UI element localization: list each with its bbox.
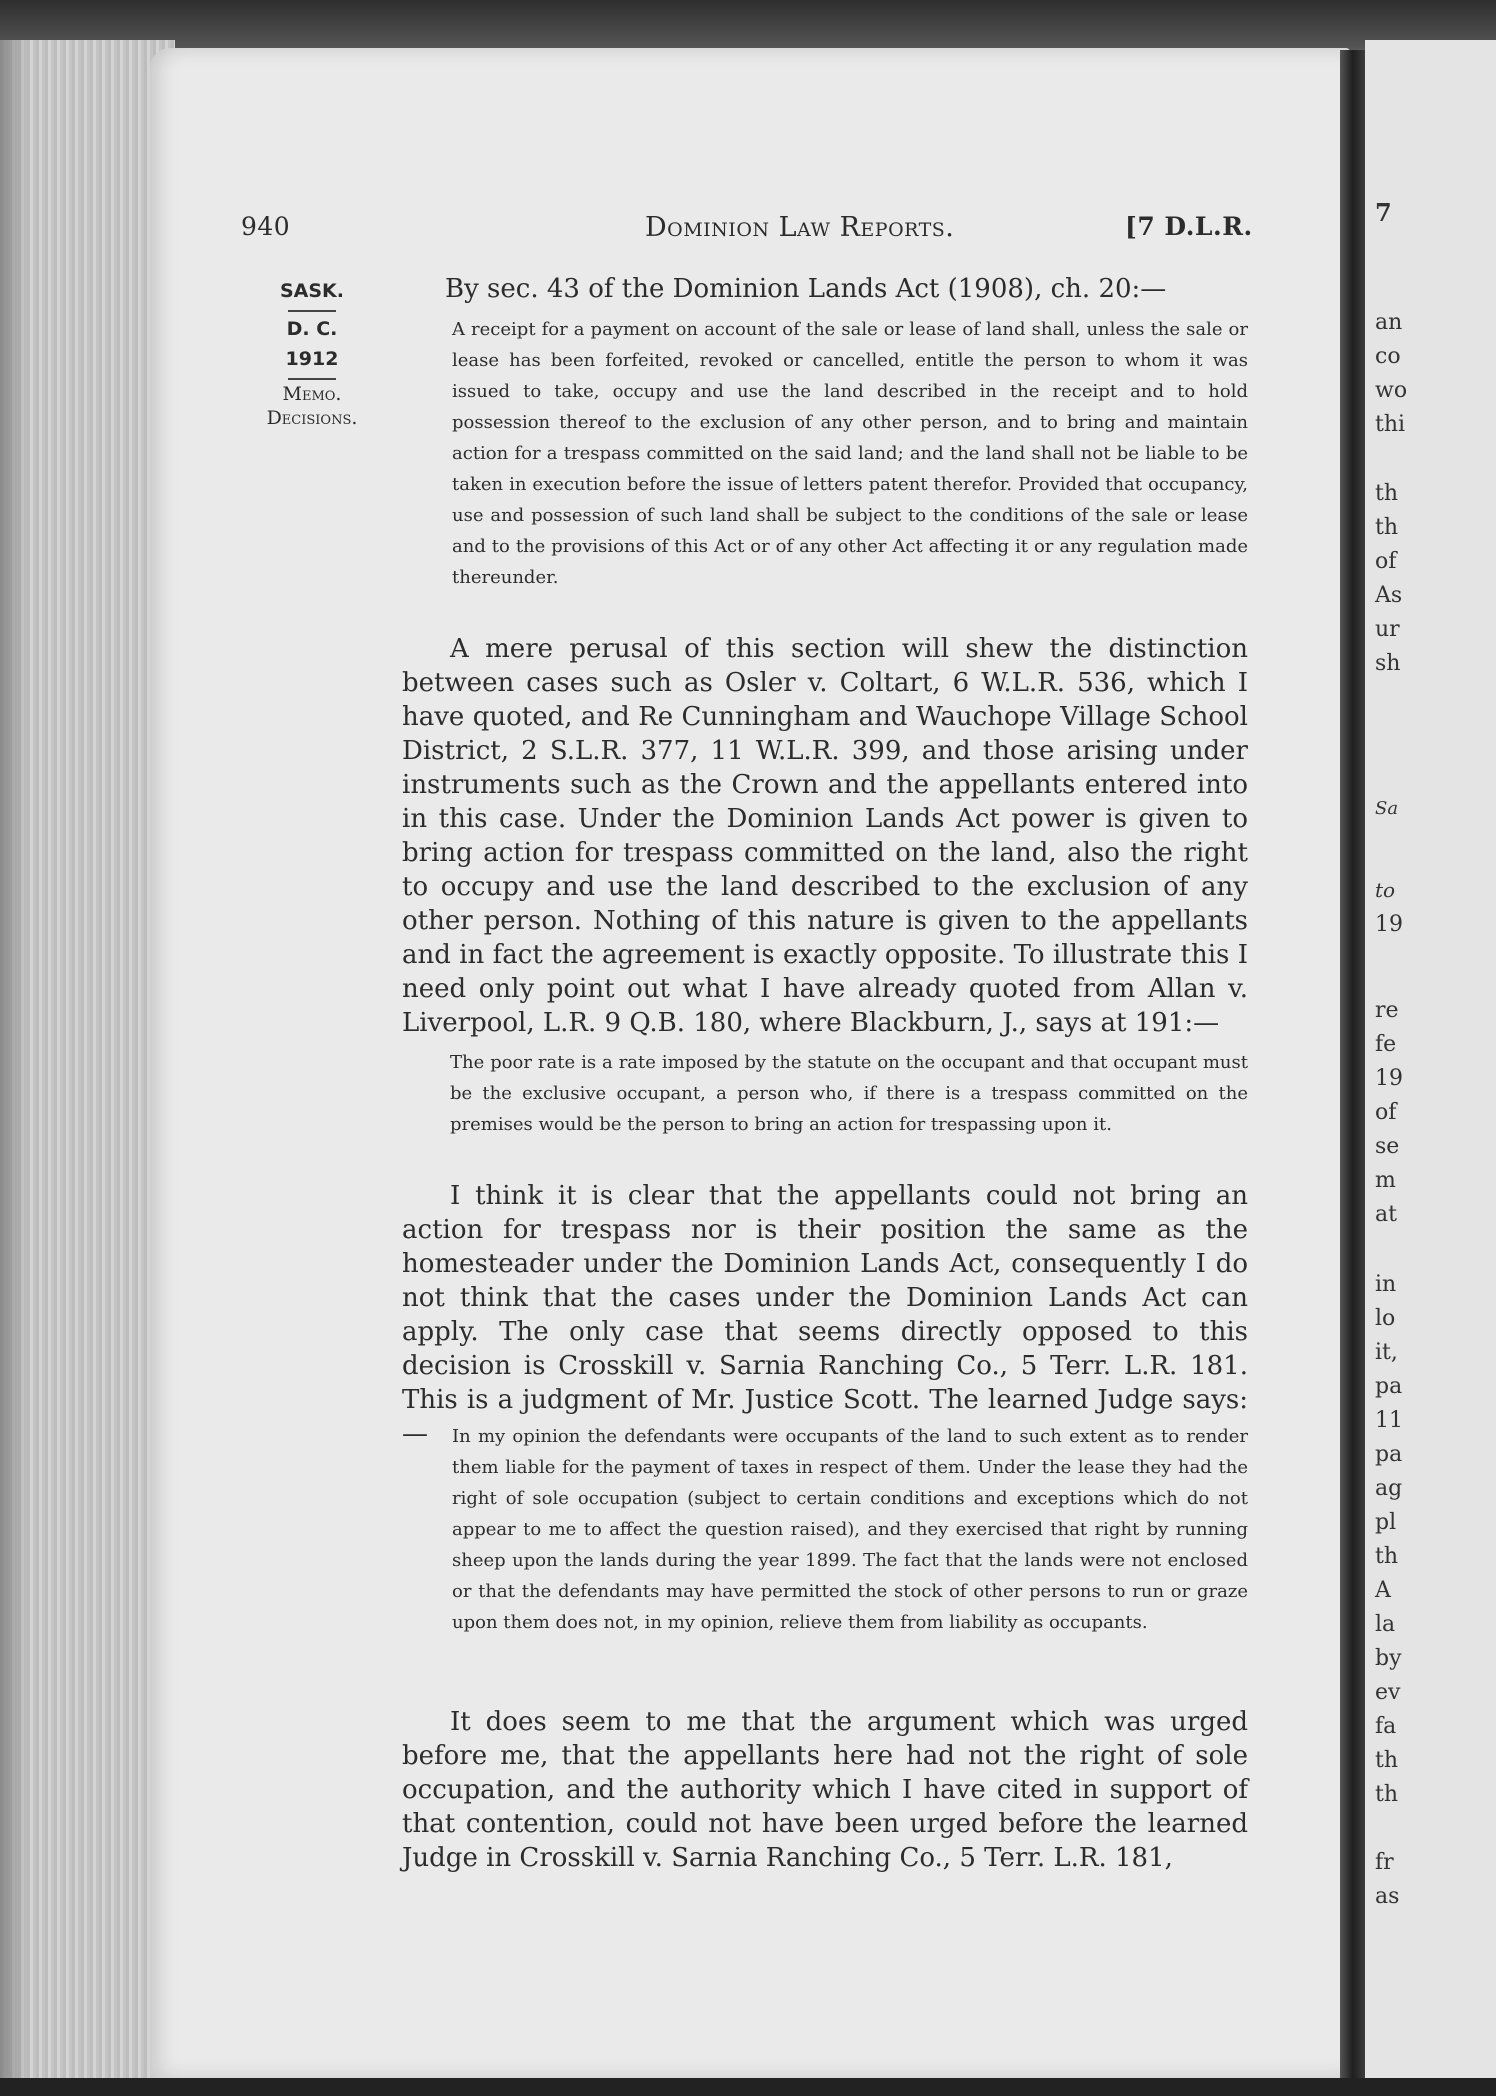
facing-fragment: sh bbox=[1375, 651, 1401, 676]
facing-fragment: ev bbox=[1375, 1680, 1401, 1705]
facing-fragment: 19 bbox=[1375, 1066, 1403, 1091]
facing-fragment: of bbox=[1375, 1100, 1397, 1125]
facing-fragment: co bbox=[1375, 344, 1401, 369]
facing-fragment: m bbox=[1375, 1168, 1396, 1193]
book-gutter bbox=[1340, 50, 1368, 2096]
facing-fragment: at bbox=[1375, 1202, 1397, 1227]
case-quote: The poor rate is a rate imposed by the statute on the occupant and that occupant must be the exclusive occupant, a person who, if there is a trespass committed on the premises would be the person to bring an action for trespassing upon it. bbox=[450, 1052, 1248, 1135]
facing-fragment: th bbox=[1375, 1782, 1399, 1807]
facing-fragment: an bbox=[1375, 310, 1403, 335]
facing-fragment: Sa bbox=[1375, 798, 1399, 819]
facing-fragment: pa bbox=[1375, 1374, 1403, 1399]
facing-fragment: wo bbox=[1375, 378, 1408, 403]
facing-fragment: by bbox=[1375, 1646, 1402, 1671]
facing-fragment: 11 bbox=[1375, 1408, 1403, 1433]
body-paragraph: A mere perusal of this section will shew the distinction between cases such as Osler v. Coltart, 6 W.L.R. 536, which I have quoted, and Re Cunningham and Wauchope Village School District, 2 S.L.R. 377, 11 W.L.R. 399, and those arising under instruments such as the Crown and the appellants entered into in this case. Under the Dominion Lands Act power is given to bring action for trespass committed on the land, also the right to occupy and use the land described to the exclusion of any other person. Nothing of this nature is given to the appellants and in fact the agreement is exactly opposite. To illustrate this I need only point out what I have already quoted from Allan v. Liverpool, L.R. 9 Q.B. 180, where Blackburn, J., says at 191:— bbox=[402, 634, 1248, 1038]
facing-fragment: it, bbox=[1375, 1340, 1398, 1365]
side-note-divider bbox=[288, 310, 336, 312]
facing-fragment: fr bbox=[1375, 1850, 1394, 1875]
facing-fragment: 19 bbox=[1375, 912, 1403, 937]
facing-fragment: la bbox=[1375, 1612, 1396, 1637]
side-note-divider bbox=[288, 378, 336, 380]
facing-fragment: th bbox=[1375, 1748, 1399, 1773]
facing-fragment: of bbox=[1375, 549, 1397, 574]
facing-fragment: pl bbox=[1375, 1510, 1397, 1535]
intro-paragraph: By sec. 43 of the Dominion Lands Act (1908), ch. 20:— bbox=[445, 274, 1167, 304]
facing-fragment: thi bbox=[1375, 412, 1406, 437]
facing-fragment: pa bbox=[1375, 1442, 1403, 1467]
page-number: 940 bbox=[241, 212, 291, 241]
facing-fragment: 7 bbox=[1375, 198, 1392, 227]
facing-fragment: to bbox=[1375, 878, 1396, 902]
body-paragraph: It does seem to me that the argument which was urged before me, that the appellants here had not the right of sole occupation, and the authority which I have cited in support of that contention, could not have been urged before the learned Judge in Crosskill v. Sarnia Ranching Co., 5 Terr. L.R. 181, bbox=[402, 1707, 1248, 1873]
facing-fragment: As bbox=[1375, 583, 1403, 608]
side-note-year: 1912 bbox=[285, 348, 339, 370]
book-page-edges bbox=[0, 40, 175, 2096]
body-paragraph: I think it is clear that the appellants could not bring an action for trespass nor is their position the same as the homesteader under the Dominion Lands Act, consequently I do not think that the cases under the Dominion Lands Act can apply. The only case that seems directly opposed to this decision is Crosskill v. Sarnia Ranching Co., 5 Terr. L.R. 181. This is a judgment of Mr. Justice Scott. The learned Judge says:— bbox=[402, 1181, 1248, 1449]
facing-fragment: th bbox=[1375, 1544, 1399, 1569]
side-note-court: D. C. bbox=[286, 318, 338, 340]
facing-page bbox=[1365, 40, 1496, 2096]
side-note-section: Decisions. bbox=[266, 407, 358, 429]
facing-fragment: th bbox=[1375, 515, 1399, 540]
side-note-province: SASK. bbox=[279, 280, 344, 302]
facing-fragment: in bbox=[1375, 1272, 1397, 1297]
facing-fragment: ag bbox=[1375, 1476, 1403, 1501]
facing-fragment: A bbox=[1375, 1578, 1391, 1603]
scan-bottom-edge bbox=[0, 2078, 1496, 2096]
case-quote: In my opinion the defendants were occupants of the land to such extent as to render them liable for the payment of taxes in respect of them. Under the lease they had the right of sole occupation (subject to certain conditions and exceptions which do not appear to me to affect the question raised), and they exercised that right by running sheep upon the lands during the year 1899. The fact that the lands were not enclosed or that the defendants may have permitted the stock of other persons to run or graze upon them does not, in my opinion, relieve them from liability as occupants. bbox=[452, 1426, 1248, 1633]
statute-quote: A receipt for a payment on account of the sale or lease of land shall, unless the sale or lease has been forfeited, revoked or cancelled, entitle the person to whom it was issued to take, occupy and use the land described in the receipt and to hold possession thereof to the exclusion of any other person, and to bring and maintain action for a trespass committed on the said land; and the land shall not be liable to be taken in execution before the issue of letters patent therefor. Provided that occupancy, use and possession of such land shall be subject to the conditions of the sale or lease and to the provisions of this Act or of any other Act affecting it or any regulation made thereunder. bbox=[452, 319, 1248, 588]
facing-fragment: as bbox=[1375, 1884, 1400, 1909]
facing-fragment: th bbox=[1375, 481, 1399, 506]
facing-fragment: fa bbox=[1375, 1714, 1397, 1739]
facing-fragment: lo bbox=[1375, 1306, 1396, 1331]
volume-reference: [7 D.L.R. bbox=[1125, 212, 1253, 241]
side-note bbox=[246, 276, 378, 430]
side-note-section: Memo. bbox=[282, 383, 342, 405]
facing-fragment: re bbox=[1375, 998, 1399, 1023]
facing-fragment: fe bbox=[1375, 1032, 1397, 1057]
facing-fragment: ur bbox=[1375, 617, 1400, 642]
running-title: Dominion Law Reports. bbox=[645, 212, 955, 243]
facing-fragment: se bbox=[1375, 1134, 1400, 1159]
